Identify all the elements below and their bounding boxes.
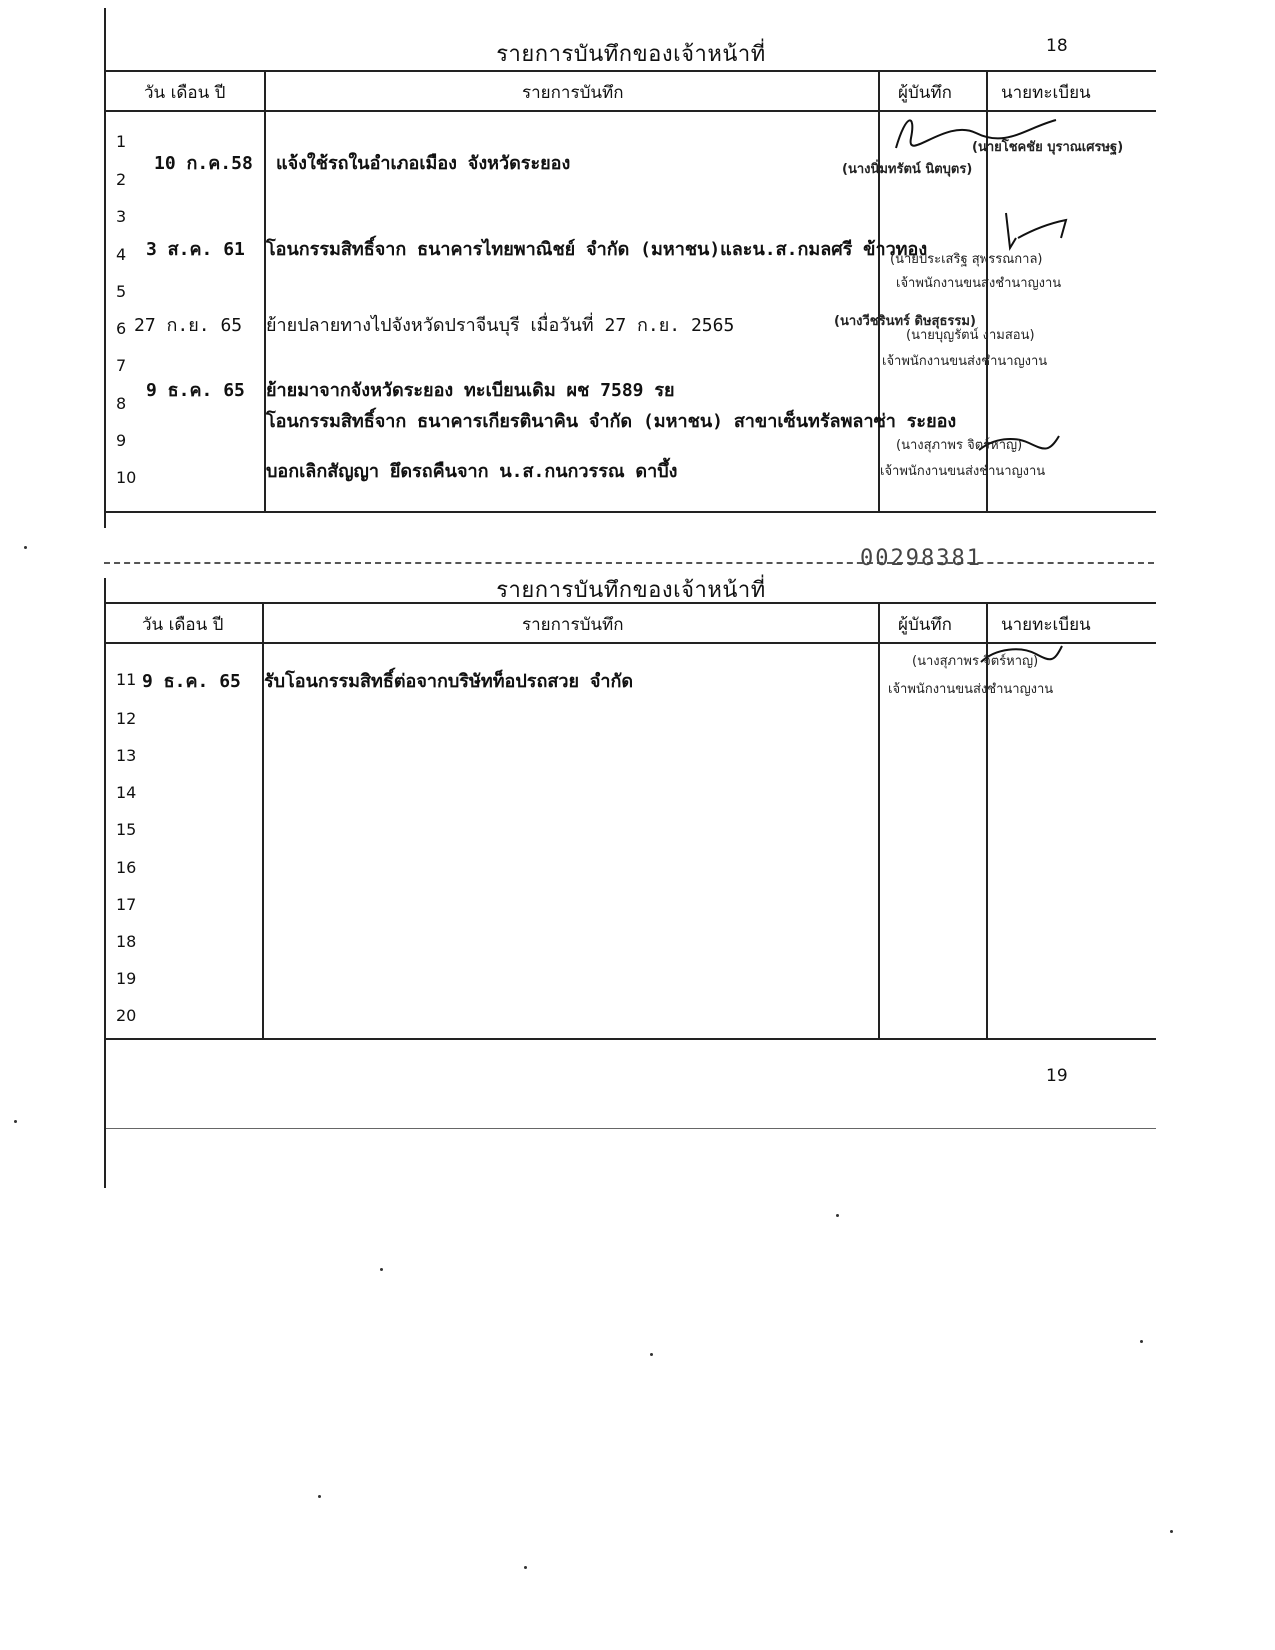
recorder-name-3: (นางวีชรินทร์ ดิษสุธรรม) <box>834 314 976 329</box>
entry-text: แจ้งใช้รถในอำเภอเมือง จังหวัดระยอง <box>276 153 571 174</box>
header-registrar: นายทะเบียน <box>1001 615 1091 635</box>
header-date: วัน เดือน ปี <box>142 615 224 635</box>
row-number: 17 <box>116 895 137 914</box>
row-number: 10 <box>116 468 137 487</box>
scan-speck <box>1140 1340 1143 1343</box>
header-entry: รายการบันทึก <box>522 83 624 103</box>
row-number: 6 <box>116 319 127 338</box>
entry-date: 9 ธ.ค. 65 <box>146 380 245 401</box>
header-registrar: นายทะเบียน <box>1001 83 1091 103</box>
bottom-record-sheet <box>104 578 1156 1188</box>
serial-number: 00298381 <box>860 546 982 571</box>
entry-text: โอนกรรมสิทธิ์จาก ธนาคารไทยพาณิชย์ จำกัด (มหาชน)และน.ส.กมลศรี ข้าวทอง <box>266 239 928 260</box>
entry-text: บอกเลิกสัญญา ยึดรถคืนจาก น.ส.กนกวรรณ ดาบึ้ง <box>266 461 678 482</box>
scan-speck <box>24 546 27 549</box>
row-number: 1 <box>116 132 127 151</box>
recorder-title-3: เจ้าพนักงานขนส่งชำนาญงาน <box>882 354 1048 369</box>
recorder-name-4: (นางสุภาพร จิตร์หาญ) <box>896 438 1023 453</box>
recorder-name-1: (นางนิ่มทรัตน์ นิตบุตร) <box>842 162 973 177</box>
header-recorder: ผู้บันทึก <box>898 83 952 103</box>
entry-text: ย้ายมาจากจังหวัดระยอง ทะเบียนเดิม ผช 7589 รย <box>266 380 675 401</box>
bottom-page-number: 19 <box>1046 1066 1068 1086</box>
scan-speck <box>836 1214 839 1217</box>
row-number: 8 <box>116 394 127 413</box>
bottom-sheet-title: รายการบันทึกของเจ้าหน้าที่ <box>496 578 766 603</box>
entry-text: รับโอนกรรมสิทธิ์ต่อจากบริษัทท็อปรถสวย จำกัด <box>264 671 634 692</box>
recorder-name-bottom: (นางสุภาพร จิตร์หาญ) <box>912 654 1039 669</box>
row-number: 13 <box>116 746 137 765</box>
scan-speck <box>380 1268 383 1271</box>
header-entry: รายการบันทึก <box>522 615 624 635</box>
scan-speck <box>1170 1530 1173 1533</box>
scan-speck <box>524 1566 527 1569</box>
bottom-sheet-edge <box>106 1128 1156 1129</box>
entry-date: 3 ส.ค. 61 <box>146 239 245 260</box>
recorder-title-2: เจ้าพนักงานขนส่งชำนาญงาน <box>896 276 1062 291</box>
row-number: 3 <box>116 207 127 226</box>
top-record-sheet <box>104 8 1156 528</box>
entry-text: ย้ายปลายทางไปจังหวัดปราจีนบุรี เมื่อวันที่ 27 ก.ย. 2565 <box>266 315 735 336</box>
entry-date: 10 ก.ค.58 <box>154 153 253 174</box>
scan-speck <box>318 1495 321 1498</box>
bottom-divider-entry <box>878 602 880 1038</box>
row-number: 2 <box>116 170 127 189</box>
row-number: 14 <box>116 783 137 802</box>
row-number: 16 <box>116 858 137 877</box>
top-divider-entry <box>878 70 880 512</box>
row-number: 18 <box>116 932 137 951</box>
row-number: 7 <box>116 356 127 375</box>
row-number: 11 <box>116 670 137 689</box>
header-date: วัน เดือน ปี <box>144 83 226 103</box>
row-number: 4 <box>116 245 127 264</box>
top-divider-date <box>264 70 266 512</box>
recorder-name-3b: (นายบุญรัตน์ งามสอน) <box>906 328 1035 343</box>
row-number: 9 <box>116 431 127 450</box>
row-number: 20 <box>116 1006 137 1025</box>
row-number: 5 <box>116 282 127 301</box>
top-table-bottom-rule <box>106 511 1156 513</box>
scan-speck <box>14 1120 17 1123</box>
top-sheet-title: รายการบันทึกของเจ้าหน้าที่ <box>496 42 766 67</box>
entry-date: 9 ธ.ค. 65 <box>142 671 241 692</box>
recorder-title-bottom: เจ้าพนักงานขนส่งชำนาญงาน <box>888 682 1054 697</box>
bottom-table-bottom-rule <box>106 1038 1156 1040</box>
row-number: 19 <box>116 969 137 988</box>
header-recorder: ผู้บันทึก <box>898 615 952 635</box>
entry-text: โอนกรรมสิทธิ์จาก ธนาคารเกียรตินาคิน จำกัด (มหาชน) สาขาเซ็นทรัลพลาซ่า ระยอง <box>266 411 957 432</box>
recorder-title-4: เจ้าพนักงานขนส่งชำนาญงาน <box>880 464 1046 479</box>
row-number: 12 <box>116 709 137 728</box>
registrar-name-1: (นายโชคชัย บุราณเศรษฐ) <box>972 140 1124 155</box>
scan-speck <box>650 1353 653 1356</box>
recorder-name-2: (นายประเสริฐ สุพรรณกาล) <box>890 252 1043 267</box>
entry-date: 27 ก.ย. 65 <box>134 315 243 336</box>
perforation-line <box>104 562 1154 564</box>
top-page-number: 18 <box>1046 36 1068 56</box>
row-number: 15 <box>116 820 137 839</box>
